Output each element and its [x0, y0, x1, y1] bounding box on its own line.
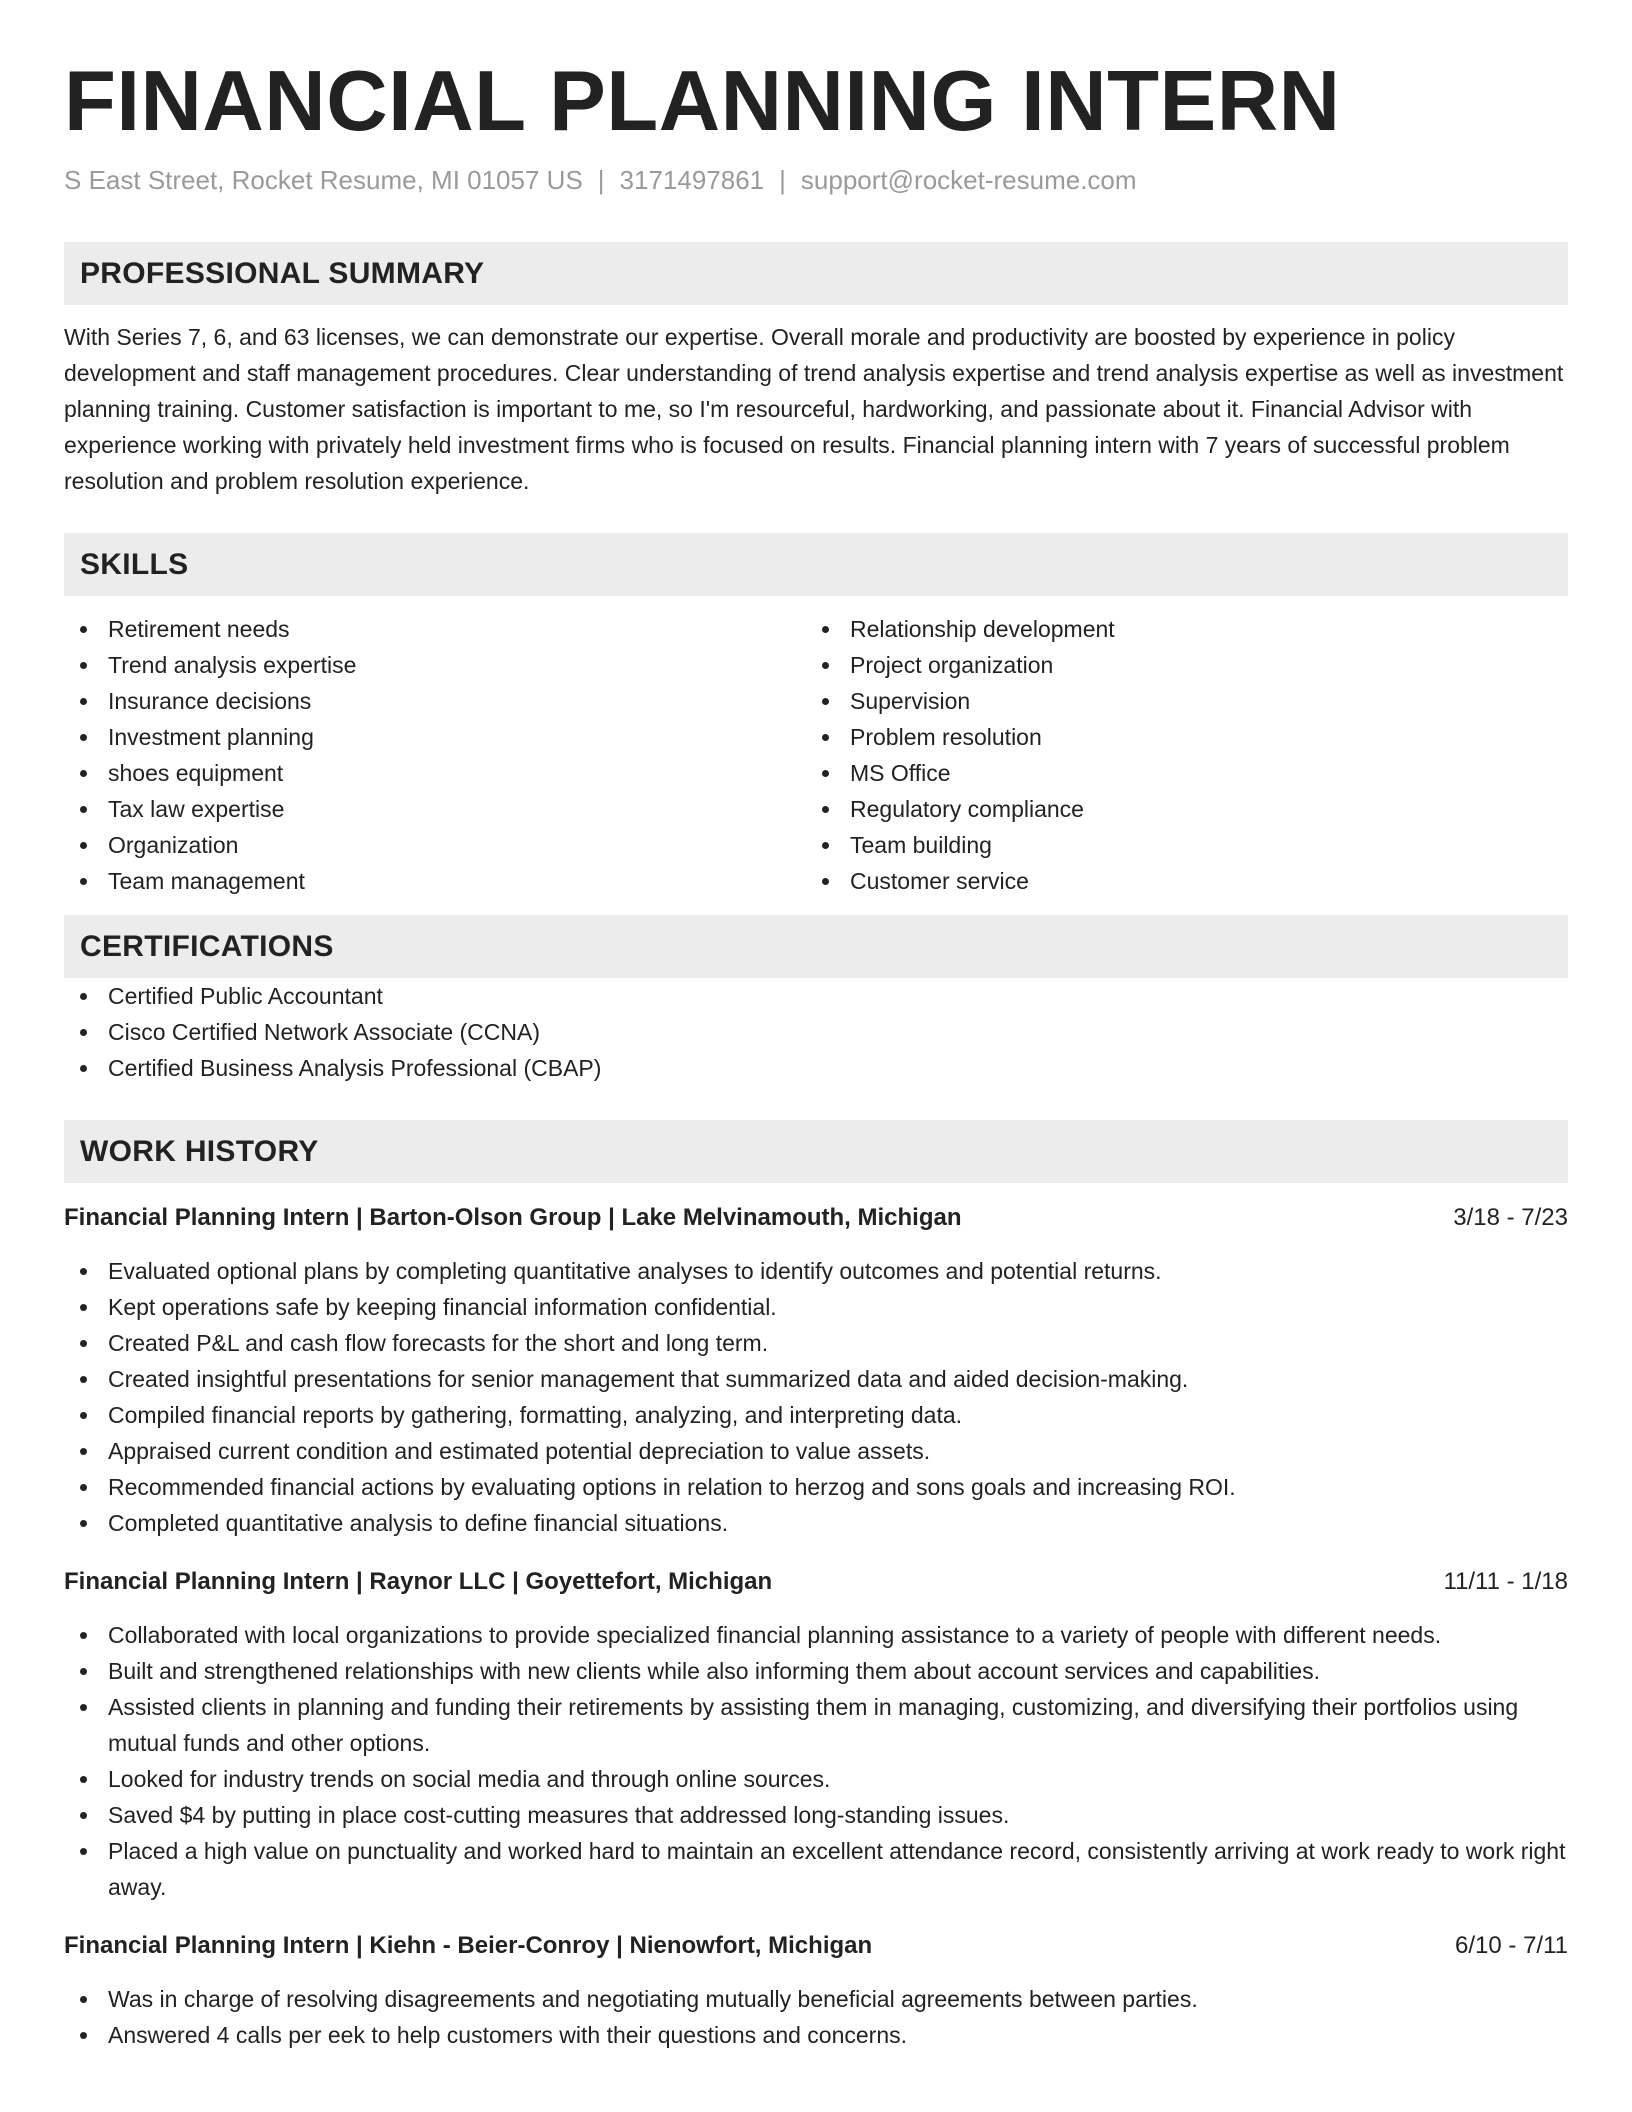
skill-item: Relationship development — [806, 611, 1548, 647]
skills-columns — [64, 611, 1568, 899]
job-bullet: Created insightful presentations for senior management that summarized data and aided decision-making. — [64, 1361, 1568, 1397]
work-history-heading: WORK HISTORY — [64, 1120, 1568, 1183]
skills-list-right — [806, 611, 1548, 899]
skill-item: Trend analysis expertise — [64, 647, 806, 683]
skill-item: Tax law expertise — [64, 791, 806, 827]
job-bullets — [64, 1617, 1568, 1905]
job-bullet: Assisted clients in planning and funding their retirements by assisting them in managing, customizing, and diversifying their portfolios using mutual funds and other options. — [64, 1689, 1568, 1761]
contact-line — [64, 162, 1568, 198]
skill-item: shoes equipment — [64, 755, 806, 791]
job-dates: 3/18 - 7/23 — [1453, 1204, 1568, 1231]
job-title: Financial Planning Intern | Barton-Olson Group | Lake Melvinamouth, Michigan — [64, 1204, 962, 1231]
certifications-heading: CERTIFICATIONS — [64, 915, 1568, 978]
job-bullet: Built and strengthened relationships with new clients while also informing them about account services and capabilities. — [64, 1653, 1568, 1689]
skill-item: Insurance decisions — [64, 683, 806, 719]
job-bullet: Compiled financial reports by gathering, formatting, analyzing, and interpreting data. — [64, 1397, 1568, 1433]
job-bullet: Appraised current condition and estimated potential depreciation to value assets. — [64, 1433, 1568, 1469]
job-bullet: Looked for industry trends on social media and through online sources. — [64, 1761, 1568, 1797]
resume-content — [64, 0, 1568, 2053]
job-bullet: Kept operations safe by keeping financial information confidential. — [64, 1289, 1568, 1325]
job-title: Financial Planning Intern | Kiehn - Beier-Conroy | Nienowfort, Michigan — [64, 1932, 873, 1959]
contact-phone: 3171497861 — [619, 165, 765, 195]
job-bullet: Collaborated with local organizations to provide specialized financial planning assistance to a variety of people with different needs. — [64, 1617, 1568, 1653]
job-bullets — [64, 1981, 1568, 2053]
job-bullet: Recommended financial actions by evaluating options in relation to herzog and sons goals and increasing ROI. — [64, 1469, 1568, 1505]
certification-item: Certified Public Accountant — [64, 978, 1568, 1014]
skill-item: Team building — [806, 827, 1548, 863]
job-bullet: Completed quantitative analysis to define financial situations. — [64, 1505, 1568, 1541]
skills-heading: SKILLS — [64, 533, 1568, 596]
skills-column-left — [64, 611, 806, 899]
certifications-list — [64, 978, 1568, 1086]
skill-item: Project organization — [806, 647, 1548, 683]
job-dates: 11/11 - 1/18 — [1443, 1568, 1568, 1595]
certification-item: Certified Business Analysis Professional (CBAP) — [64, 1050, 1568, 1086]
contact-separator: | — [597, 165, 605, 195]
job-bullet: Was in charge of resolving disagreements and negotiating mutually beneficial agreements between parties. — [64, 1981, 1568, 2017]
certification-item: Cisco Certified Network Associate (CCNA) — [64, 1014, 1568, 1050]
skill-item: Customer service — [806, 863, 1548, 899]
skills-list-left — [64, 611, 806, 899]
job-entry — [64, 1929, 1568, 2053]
summary-text: With Series 7, 6, and 63 licenses, we can demonstrate our expertise. Overall morale and productivity are boosted by experience in policy development and staff management procedures. Clear understanding of trend analysis expertise and trend analysis expertise as well as investment planning training. Customer satisfaction is important to me, so I'm resourceful, hardworking, and passionate about it. Financial Advisor with experience working with privately held investment firms who is focused on results. Financial planning intern with 7 years of successful problem resolution and problem resolution experience. — [64, 324, 1564, 494]
skills-column-right — [806, 611, 1548, 899]
skill-item: Retirement needs — [64, 611, 806, 647]
job-bullet: Placed a high value on punctuality and worked hard to maintain an excellent attendance record, consistently arriving at work ready to work right away. — [64, 1833, 1568, 1905]
skill-item: Team management — [64, 863, 806, 899]
skill-item: Regulatory compliance — [806, 791, 1548, 827]
job-header — [64, 1565, 1568, 1599]
summary-heading: PROFESSIONAL SUMMARY — [64, 242, 1568, 305]
job-bullet: Answered 4 calls per eek to help customers with their questions and concerns. — [64, 2017, 1568, 2053]
job-bullet: Evaluated optional plans by completing quantitative analyses to identify outcomes and potential returns. — [64, 1253, 1568, 1289]
job-bullets — [64, 1253, 1568, 1541]
job-title: Financial Planning Intern | Raynor LLC | Goyettefort, Michigan — [64, 1568, 773, 1595]
skill-item: Organization — [64, 827, 806, 863]
job-bullet: Created P&L and cash flow forecasts for the short and long term. — [64, 1325, 1568, 1361]
job-dates: 6/10 - 7/11 — [1455, 1932, 1568, 1959]
skill-item: Investment planning — [64, 719, 806, 755]
contact-address: S East Street, Rocket Resume, MI 01057 US — [64, 165, 583, 195]
job-bullet: Saved $4 by putting in place cost-cutting measures that addressed long-standing issues. — [64, 1797, 1568, 1833]
contact-separator: | — [779, 165, 786, 195]
skill-item: MS Office — [806, 755, 1548, 791]
job-header — [64, 1201, 1568, 1235]
skill-item: Problem resolution — [806, 719, 1548, 755]
job-header — [64, 1929, 1568, 1963]
candidate-name: FINANCIAL PLANNING INTERN — [64, 54, 1341, 149]
skill-item: Supervision — [806, 683, 1548, 719]
job-entry — [64, 1565, 1568, 1905]
job-entry — [64, 1201, 1568, 1541]
contact-email: support@rocket-resume.com — [800, 165, 1137, 195]
